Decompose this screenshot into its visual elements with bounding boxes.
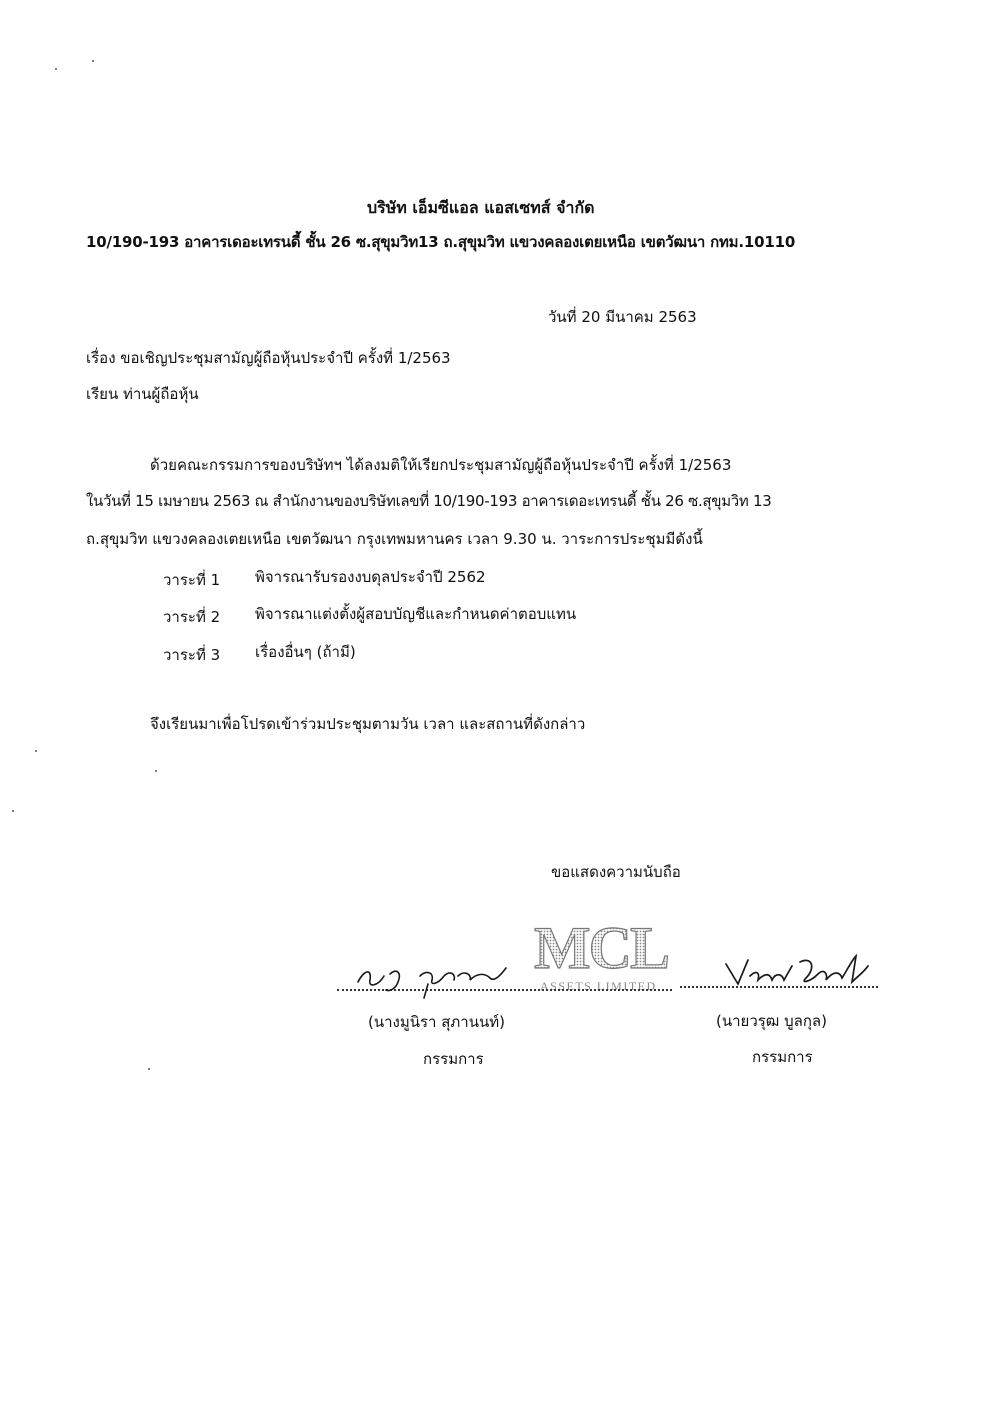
agenda-number: วาระที่ 1: [163, 571, 221, 589]
signature-right: [722, 950, 872, 995]
seal-logo-text: MCL: [534, 915, 668, 981]
body-line-2: ในวันที่ 15 เมษายน 2563 ณ สำนักงานของบริษัทเลขที่ 10/190-193 อาคารเดอะเทรนดี้ ชั้น 26 ซ.สุขุมวิท 13: [86, 492, 772, 510]
company-address: 10/190-193 อาคารเดอะเทรนดี้ ชั้น 26 ซ.สุขุมวิท13 ถ.สุขุมวิท แขวงคลองเตยเหนือ เขตวัฒนา กทม.10110: [86, 233, 796, 251]
regards: ขอแสดงความนับถือ: [551, 863, 681, 881]
signatory-right-title: กรรมการ: [752, 1048, 813, 1066]
body-line-1: ด้วยคณะกรรมการของบริษัทฯ ได้ลงมติให้เรียกประชุมสามัญผู้ถือหุ้นประจำปี ครั้งที่ 1/2563: [150, 456, 732, 474]
letter-subject: เรื่อง ขอเชิญประชุมสามัญผู้ถือหุ้นประจำปี ครั้งที่ 1/2563: [86, 349, 451, 367]
scan-speck: [155, 770, 157, 772]
company-seal: [528, 912, 678, 992]
scan-speck: [55, 68, 57, 70]
company-name: บริษัท เอ็มซีแอล แอสเซทส์ จำกัด: [367, 198, 595, 217]
agenda-text: เรื่องอื่นๆ (ถ้ามี): [255, 643, 356, 661]
signatory-left-name: (นางมูนิรา สุภานนท์): [368, 1013, 505, 1031]
agenda-text: พิจารณารับรองงบดุลประจำปี 2562: [255, 568, 486, 586]
signatory-left-title: กรรมการ: [423, 1050, 484, 1068]
agenda-text: พิจารณาแต่งตั้งผู้สอบบัญชีและกำหนดค่าตอบแทน: [255, 605, 577, 623]
body-line-3: ถ.สุขุมวิท แขวงคลองเตยเหนือ เขตวัฒนา กรุงเทพมหานคร เวลา 9.30 น. วาระการประชุมมีดังนี้: [86, 530, 703, 548]
scan-speck: [148, 1068, 150, 1070]
signatory-right-name: (นายวรุฒ บูลกุล): [716, 1012, 827, 1030]
agenda-number: วาระที่ 3: [163, 646, 221, 664]
closing-sentence: จึงเรียนมาเพื่อโปรดเข้าร่วมประชุมตามวัน เวลา และสถานที่ดังกล่าว: [150, 715, 586, 733]
signature-left: [350, 950, 520, 1000]
scan-speck: [92, 60, 94, 62]
agenda-number: วาระที่ 2: [163, 608, 221, 626]
scan-speck: [35, 750, 37, 752]
scan-speck: [12, 810, 14, 812]
seal-sub-text: ASSETS LIMITED: [540, 979, 657, 992]
letter-date: วันที่ 20 มีนาคม 2563: [548, 308, 697, 326]
seal-graphic: [528, 912, 678, 992]
letter-salutation: เรียน ท่านผู้ถือหุ้น: [86, 385, 199, 403]
